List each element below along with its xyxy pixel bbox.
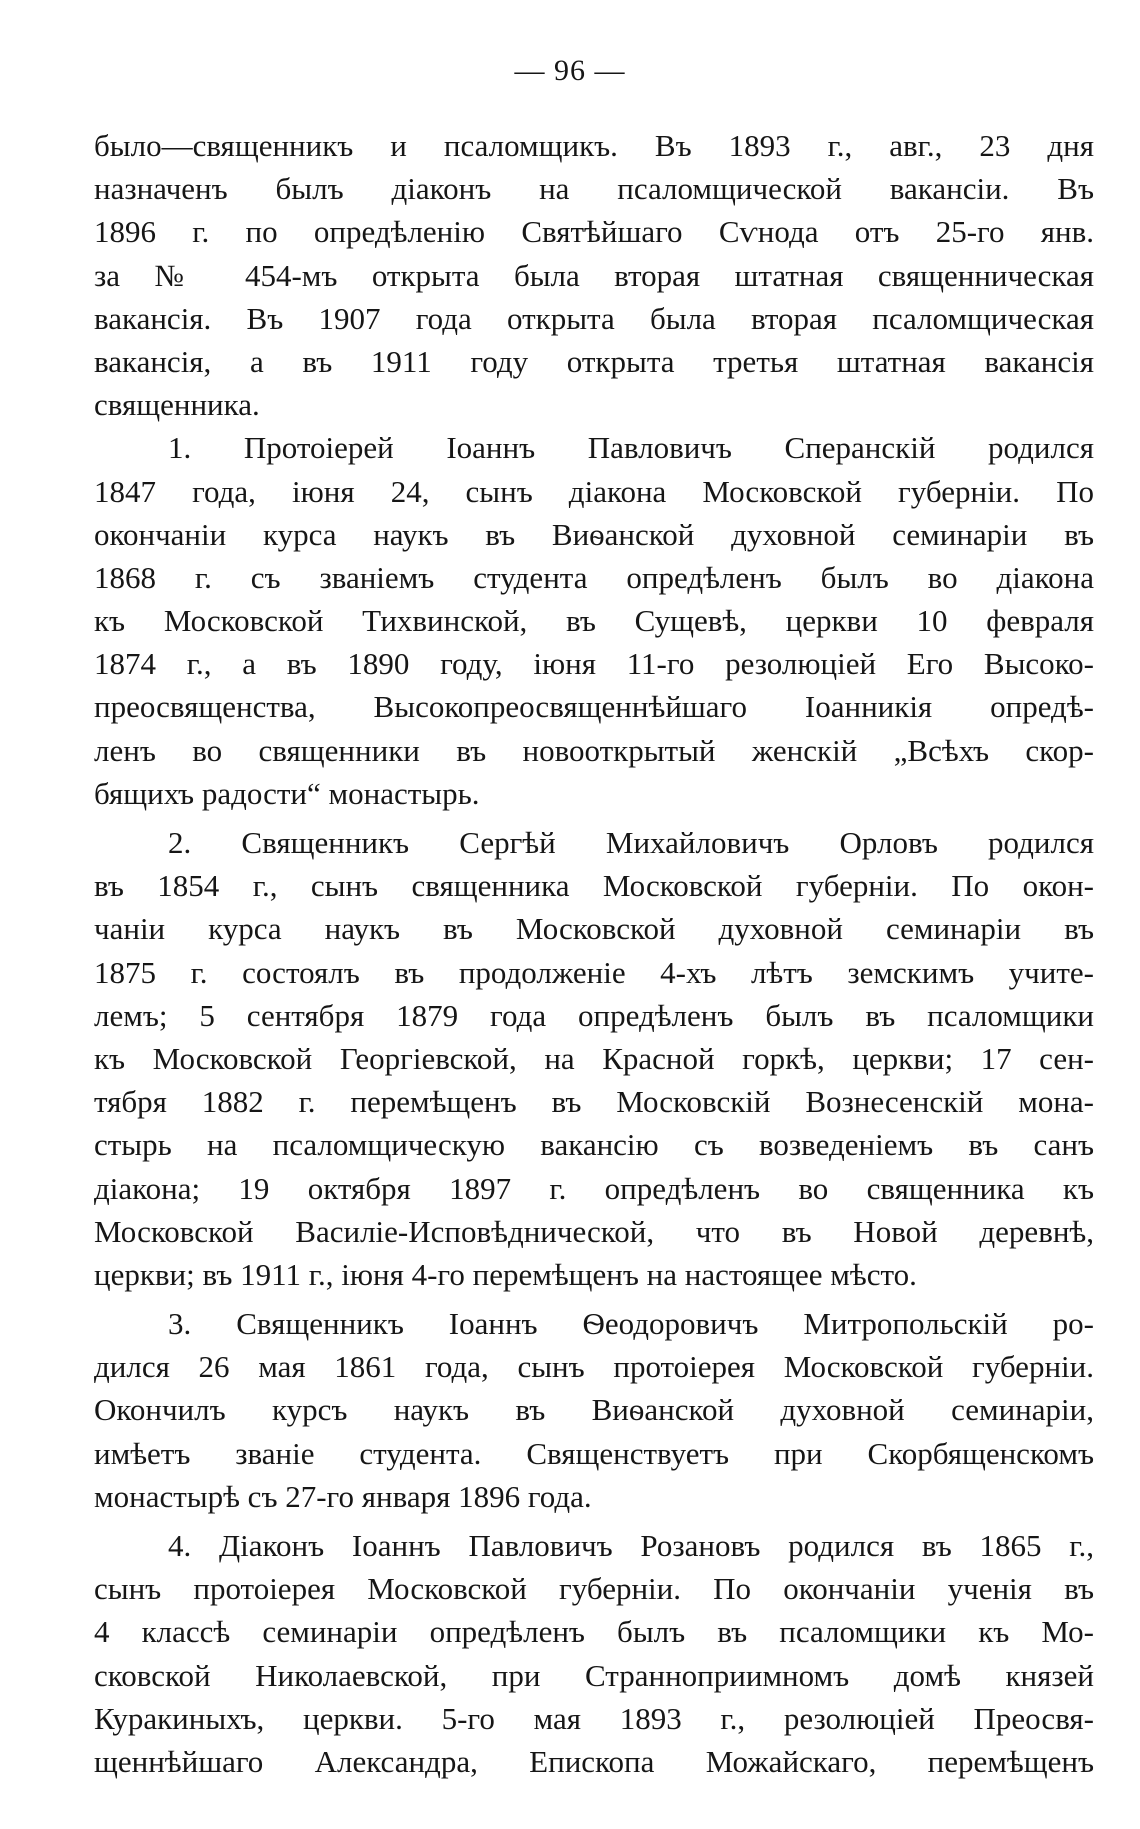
text-line: 1875 г. состоялъ въ продолженіе 4-хъ лѣтъ земскимъ учите-	[94, 954, 1094, 990]
text-line: лемъ; 5 сентября 1879 года опредѣленъ былъ въ псаломщики	[94, 997, 1094, 1033]
body-text	[94, 124, 1094, 1783]
text-line: Куракиныхъ, церкви. 5-го мая 1893 г., резолюціей Преосвя-	[94, 1700, 1094, 1736]
text-line: имѣетъ званіе студента. Священствуетъ при Скорбященскомъ	[94, 1435, 1094, 1471]
text-line: 1874 г., а въ 1890 году, іюня 11-го резолюціей Его Высоко-	[94, 646, 1094, 682]
text-line: окончаніи курса наукъ въ Виѳанской духовной семинаріи въ	[94, 516, 1094, 552]
text-line: діакона; 19 октября 1897 г. опредѣленъ во священника къ	[94, 1170, 1094, 1206]
text-line: священника.	[94, 387, 260, 423]
paragraph-entry-2	[94, 821, 1094, 1296]
text-line: сынъ протоіерея Московской губерніи. По окончаніи ученія въ	[94, 1571, 1094, 1607]
text-line: къ Московской Георгіевской, на Красной горкѣ, церкви; 17 сен-	[94, 1040, 1094, 1076]
paragraph-intro	[94, 124, 1094, 426]
text-line: бящихъ радости“ монастырь.	[94, 775, 480, 811]
text-line: стырь на псаломщическую вакансію съ возведеніемъ въ санъ	[94, 1127, 1094, 1163]
text-line: къ Московской Тихвинской, въ Сущевѣ, церкви 10 февраля	[94, 603, 1094, 639]
text-line: монастырѣ съ 27-го января 1896 года.	[94, 1478, 592, 1514]
text-line: 2. Священникъ Сергѣй Михайловичъ Орловъ родился	[168, 825, 1094, 860]
paragraph-entry-4	[94, 1524, 1094, 1783]
text-line: щеннѣйшаго Александра, Епископа Можайскаго, перемѣщенъ	[94, 1743, 1094, 1779]
text-line: сковской Николаевской, при Странноприимномъ домѣ князей	[94, 1657, 1094, 1693]
text-line: ленъ во священники въ новооткрытый женскій „Всѣхъ скор-	[94, 732, 1094, 768]
text-line: 4 классѣ семинаріи опредѣленъ былъ въ псаломщики къ Мо-	[94, 1614, 1094, 1650]
text-line: 1868 г. съ званіемъ студента опредѣленъ былъ во діакона	[94, 559, 1094, 595]
text-line: вакансія. Въ 1907 года открыта была вторая псаломщическая	[94, 300, 1094, 336]
text-line: за № 454-мъ открыта была вторая штатная священническая	[94, 257, 1094, 293]
text-line: 1896 г. по опредѣленію Святѣйшаго Сѵнода отъ 25-го янв.	[94, 214, 1094, 250]
text-line: 1. Протоіерей Іоаннъ Павловичъ Сперанскій родился	[168, 430, 1094, 466]
page-number: — 96 —	[514, 54, 626, 87]
text-line: тября 1882 г. перемѣщенъ въ Московскій Вознесенскій мона-	[94, 1084, 1094, 1120]
text-line: 1847 года, іюня 24, сынъ діакона Московской губерніи. По	[94, 473, 1094, 509]
text-line: въ 1854 г., сынъ священника Московской губерніи. По окон-	[94, 868, 1094, 904]
text-line: вакансія, а въ 1911 году открыта третья штатная вакансія	[94, 343, 1094, 379]
text-line: преосвященства, Высокопреосвященнѣйшаго Іоанникія опредѣ-	[94, 689, 1094, 725]
text-line: 4. Діаконъ Іоаннъ Павловичъ Розановъ родился въ 1865 г.,	[168, 1528, 1094, 1563]
text-line: Окончилъ курсъ наукъ въ Виѳанской духовной семинаріи,	[94, 1392, 1094, 1428]
text-line: назначенъ былъ діаконъ на псаломщической вакансіи. Въ	[94, 171, 1094, 207]
paragraph-entry-1	[94, 426, 1094, 815]
text-line: Московской Василіе-Исповѣднической, что въ Новой деревнѣ,	[94, 1213, 1094, 1249]
paragraph-entry-3	[94, 1302, 1094, 1518]
text-line: чаніи курса наукъ въ Московской духовной семинаріи въ	[94, 911, 1094, 947]
text-line: 3. Священникъ Іоаннъ Ѳеодоровичъ Митропольскій ро-	[168, 1306, 1094, 1342]
text-line: церкви; въ 1911 г., іюня 4-го перемѣщенъ на настоящее мѣсто.	[94, 1256, 917, 1292]
text-line: было—священникъ и псаломщикъ. Въ 1893 г., авг., 23 дня	[94, 128, 1094, 163]
text-line: дился 26 мая 1861 года, сынъ протоіерея Московской губерніи.	[94, 1349, 1094, 1385]
